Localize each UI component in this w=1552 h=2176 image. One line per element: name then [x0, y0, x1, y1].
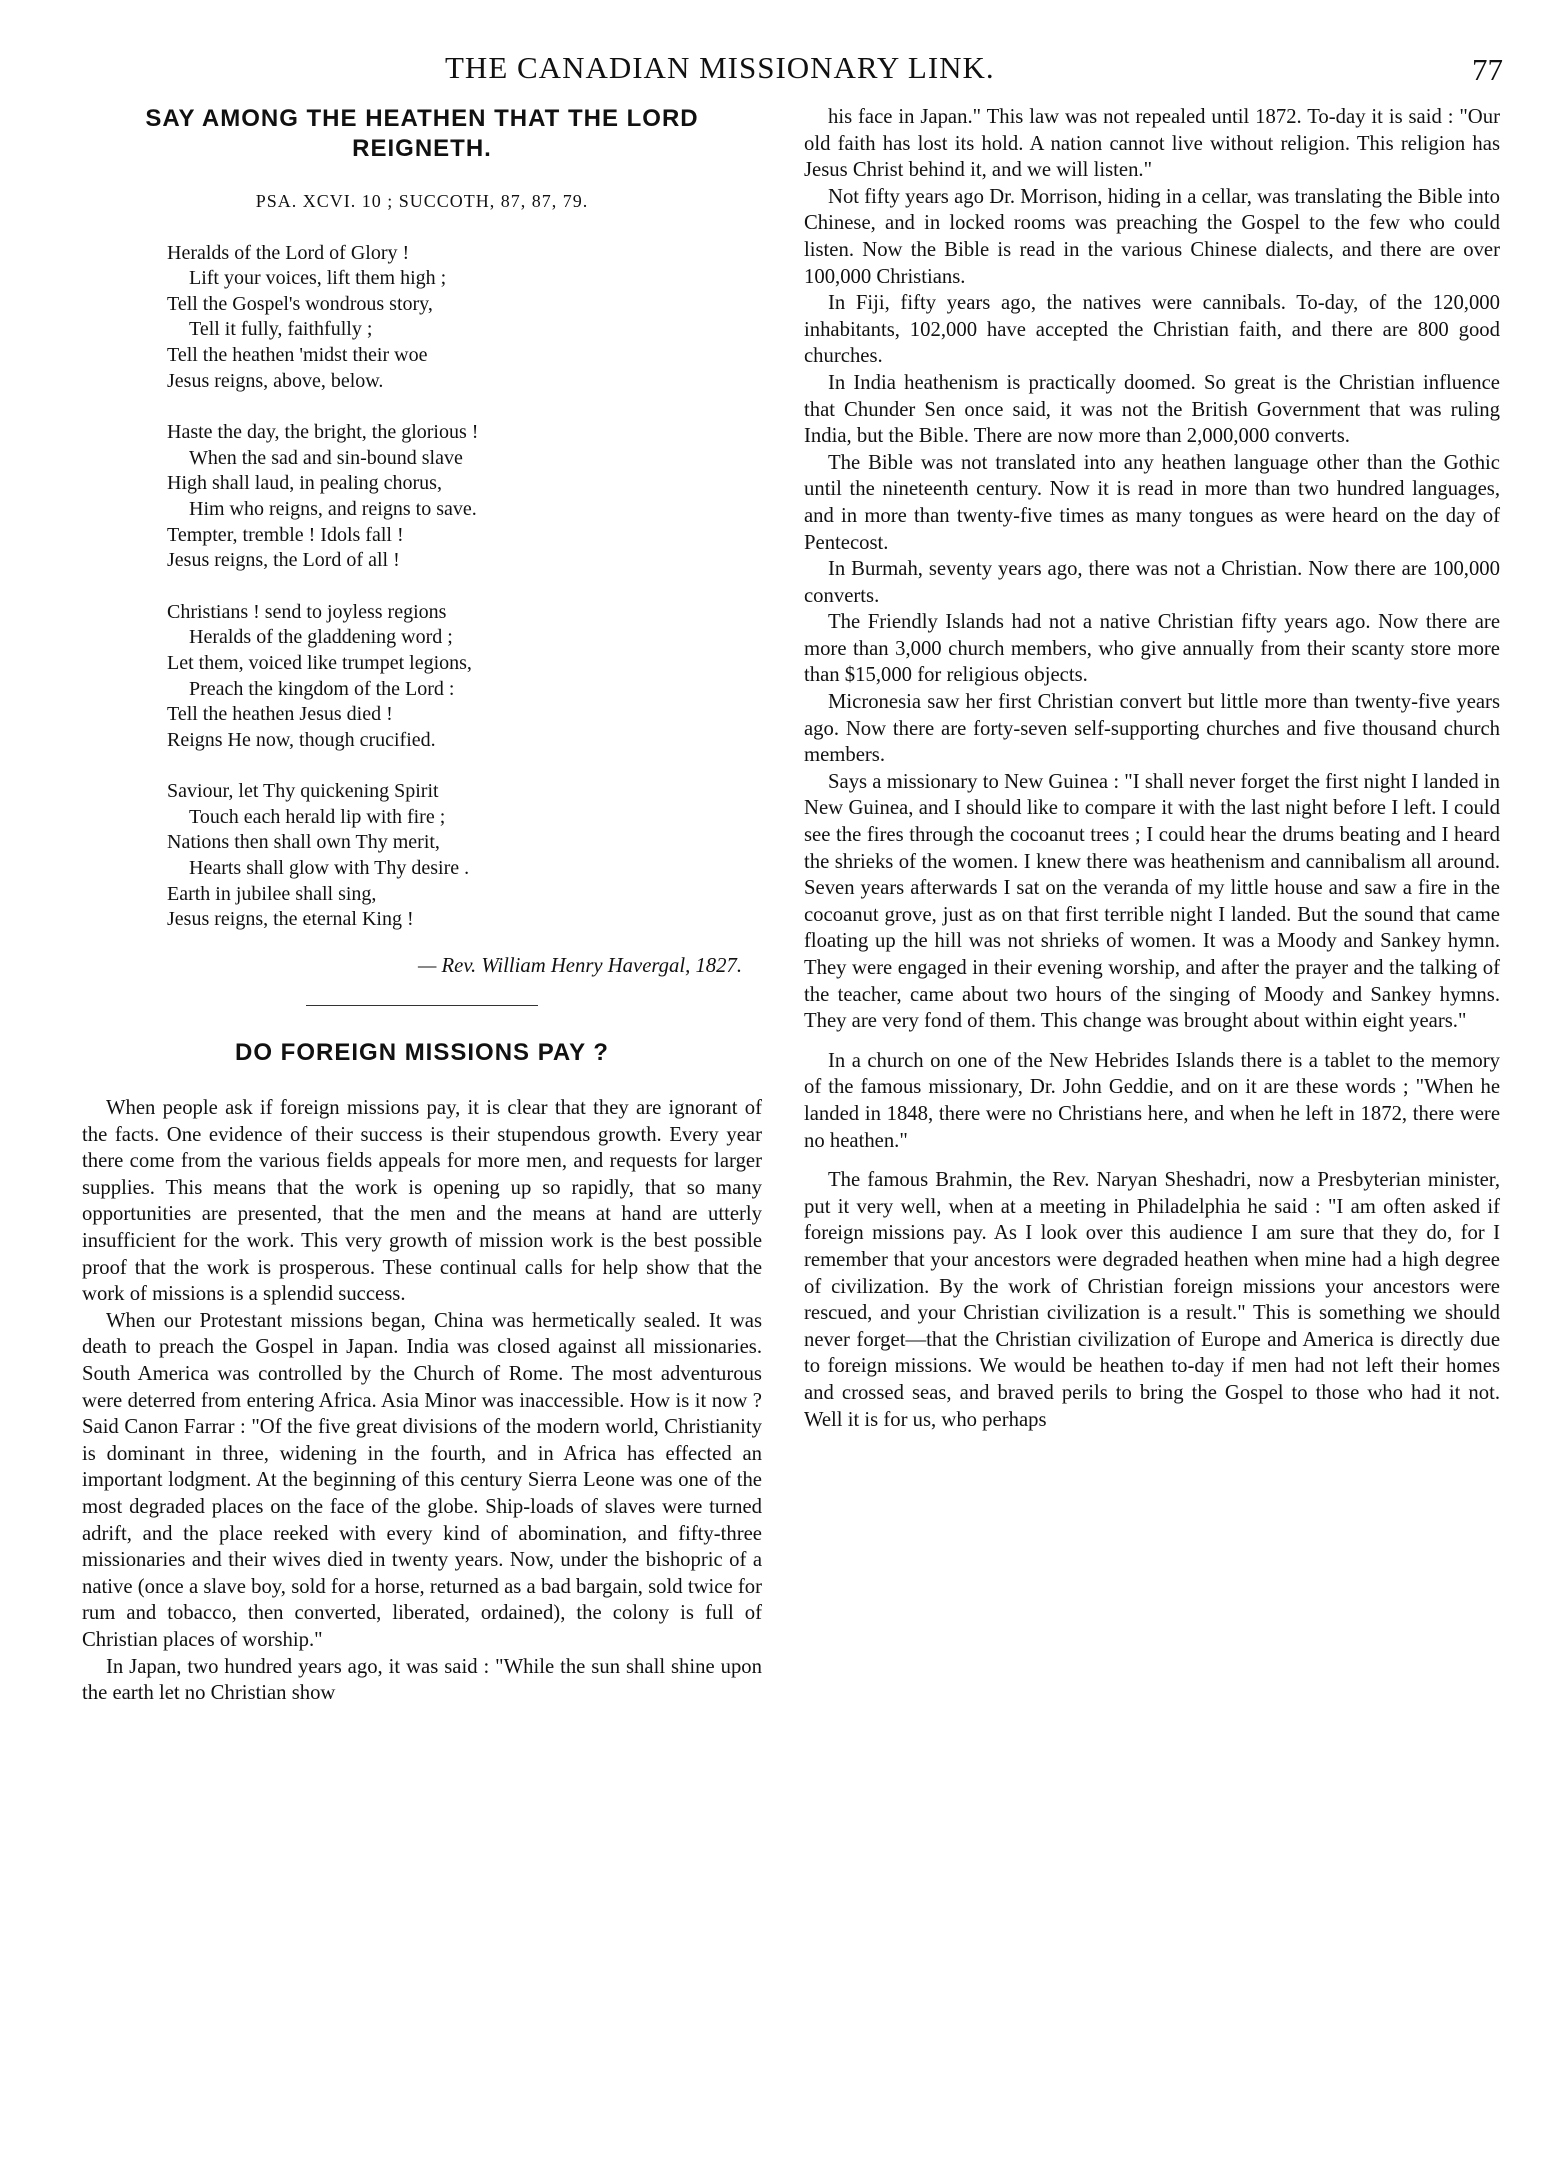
- article-paragraph: When people ask if foreign missions pay, it is clear that they are ignorant of the facts. One evidence of their success is their stupendous growth. Every year there come from the various fields appeals for more men, and requests for larger supplies. This means that the work is opening up so rapidly, that so many opportunities are presented, that the men and the means at hand are utterly insufficient for the work. This very growth of mission work is the best possible proof that the work is prosperous. These continual calls for help show that the work of missions is a splendid success.: [82, 1097, 762, 1306]
- article-paragraph: When our Protestant missions began, China was hermetically sealed. It was death to preach the Gospel in Japan. India was closed against all missionaries. South America was controlled by the Church of Rome. The most adventurous were deterred from entering Africa. Asia Minor was inaccessible. How is it now ? Said Canon Farrar : "Of the five great divisions of the modern world, Christianity is dominant in three, widening in the fourth, and in Africa has effected an important lodgment. At the beginning of this century Sierra Leone was one of the most degraded places on the face of the globe. Ship-loads of slaves were turned adrift, and the place reeked with every kind of abomination, and fifty-three missionaries and their wives died in twenty years. Now, under the bishopric of a native (once a slave boy, sold for a horse, returned as a bad bargain, sold twice for rum and tobacco, then converted, liberated, ordained), the colony is full of Christian places of worship.": [82, 1309, 762, 1651]
- right-column: [804, 104, 1500, 2154]
- poem-stanza: [167, 420, 762, 574]
- poem-stanza: [167, 241, 762, 395]
- page-number: 77: [1472, 52, 1503, 87]
- poem-line: Lift your voices, lift them high ;: [189, 267, 447, 290]
- article-paragraph: Micronesia saw her first Christian convert but little more than twenty-five years ago. Now there are forty-seven self-supporting churches and five thousand church members.: [804, 691, 1500, 767]
- poem-line: Jesus reigns, the Lord of all !: [167, 549, 400, 572]
- article-paragraph: In Fiji, fifty years ago, the natives were cannibals. To-day, of the 120,000 inhabitants, 102,000 have accepted the Christian faith, and there are 800 good churches.: [804, 292, 1500, 368]
- poem-stanza: [167, 600, 762, 754]
- poem-line: High shall laud, in pealing chorus,: [167, 472, 442, 495]
- poem-line: Haste the day, the bright, the glorious !: [167, 421, 479, 444]
- article-paragraph: In Burmah, seventy years ago, there was not a Christian. Now there are 100,000 converts.: [804, 558, 1500, 607]
- poem-line: Tell the Gospel's wondrous story,: [167, 292, 433, 315]
- article-paragraph: The Friendly Islands had not a native Christian fifty years ago. Now there are more than 3,000 church members, who give annually from their scanty store more than $15,000 for religious objects.: [804, 611, 1500, 687]
- poem-line: Tempter, tremble ! Idols fall !: [167, 523, 404, 546]
- poem-author: — Rev. William Henry Havergal, 1827.: [417, 954, 742, 977]
- poem-line: Christians ! send to joyless regions: [167, 600, 447, 623]
- poem-stanza: [167, 779, 762, 933]
- article-paragraph: Not fifty years ago Dr. Morrison, hiding in a cellar, was translating the Bible into Chinese, and in locked rooms was preaching the Gospel to the few who could listen. Now the Bible is read in the various Chinese dialects, and there are over 100,000 Christians.: [804, 185, 1500, 288]
- poem-line: Touch each herald lip with fire ;: [189, 805, 446, 828]
- section-divider: [306, 1005, 538, 1006]
- article-paragraph: In Japan, two hundred years ago, it was said : "While the sun shall shine upon the earth let no Christian show: [82, 1655, 762, 1705]
- article-title: DO FOREIGN MISSIONS PAY ?: [235, 1039, 609, 1067]
- poem-line: Jesus reigns, above, below.: [167, 369, 384, 392]
- left-column: [82, 104, 762, 2154]
- poem-line: Heralds of the Lord of Glory !: [167, 241, 410, 264]
- article-paragraph: Says a missionary to New Guinea : "I shall never forget the first night I landed in New Guinea, and I should like to compare it with the last night before I left. I could see the fires through the cocoanut trees ; I could hear the drums beating and I heard the shrieks of the women. I knew there was heathenism and cannibalism all around. Seven years afterwards I sat on the veranda of my little house and saw a fire in the cocoanut grove, just as on that first terrible night I landed. But the sound that came floating up the hill was not shrieks of women. It was a Moody and Sankey hymn. They were engaged in their evening worship, and after the prayer and the talking of the teacher, came about two hours of the singing of Moody and Sankey hymns. They are very fond of them. This change was brought about within eight years.": [804, 770, 1500, 1033]
- poem-line: Preach the kingdom of the Lord :: [189, 677, 455, 700]
- article-paragraph: In India heathenism is practically doomed. So great is the Christian influence that Chunder Sen once said, it was not the British Government that was ruling India, but the Bible. There are now more than 2,000,000 converts.: [804, 371, 1500, 448]
- article-paragraph: his face in Japan." This law was not repealed until 1872. To-day it is said : "Our old faith has lost its hold. A nation cannot live without religion. This religion has Jesus Christ behind it, and we will listen.": [804, 106, 1500, 182]
- poem-line: Tell the heathen 'midst their woe: [167, 343, 428, 366]
- article-paragraph: In a church on one of the New Hebrides Islands there is a tablet to the memory of the famous missionary, Dr. John Geddie, and on it are these words ; "When he landed in 1848, there were no Christians here, and when he left in 1872, there were no heathen.": [804, 1049, 1500, 1152]
- running-head: THE CANADIAN MISSIONARY LINK.: [445, 50, 995, 85]
- poem-line: Heralds of the gladdening word ;: [189, 626, 453, 649]
- poem-line: Tell the heathen Jesus died !: [167, 703, 393, 726]
- poem-line: Reigns He now, though crucified.: [167, 728, 436, 751]
- poem-line: Him who reigns, and reigns to save.: [189, 497, 477, 520]
- poem-line: Earth in jubilee shall sing,: [167, 882, 377, 905]
- poem-line: Saviour, let Thy quickening Spirit: [167, 780, 439, 803]
- scripture-reference: PSA. XCVI. 10 ; SUCCOTH, 87, 87, 79.: [255, 191, 589, 211]
- poem-line: Tell it fully, faithfully ;: [189, 318, 373, 341]
- article-paragraph: The Bible was not translated into any heathen language other than the Gothic until the nineteenth century. Now it is read in more than two hundred languages, and in more than twenty-five times as many tongues as were heard on the day of Pentecost.: [804, 451, 1500, 554]
- poem-line: Hearts shall glow with Thy desire .: [189, 857, 470, 880]
- poem-line: When the sad and sin-bound slave: [189, 446, 463, 469]
- article-paragraph: The famous Brahmin, the Rev. Naryan Sheshadri, now a Presbyterian minister, put it very well, when at a meeting in Philadelphia he said : "I am often asked if foreign missions pay. As I look over this audience I am sure that they do, for I remember that your ancestors were degraded heathen when mine had a high degree of civilization. By the work of Christian foreign missions your ancestors were rescued, and your Christian civilization is a result." This is something we should never forget—that the Christian civilization of Europe and America is directly due to foreign missions. We would be heathen to-day if men had not left their homes and crossed seas, and braved perils to bring the Gospel to those who had it not. Well it is for us, who perhaps: [804, 1169, 1500, 1431]
- poem-line: Let them, voiced like trumpet legions,: [167, 651, 472, 674]
- poem-title: SAY AMONG THE HEATHEN THAT THE LORD REIGNETH.: [145, 105, 699, 162]
- poem-line: Jesus reigns, the eternal King !: [167, 908, 414, 931]
- poem-line: Nations then shall own Thy merit,: [167, 831, 440, 854]
